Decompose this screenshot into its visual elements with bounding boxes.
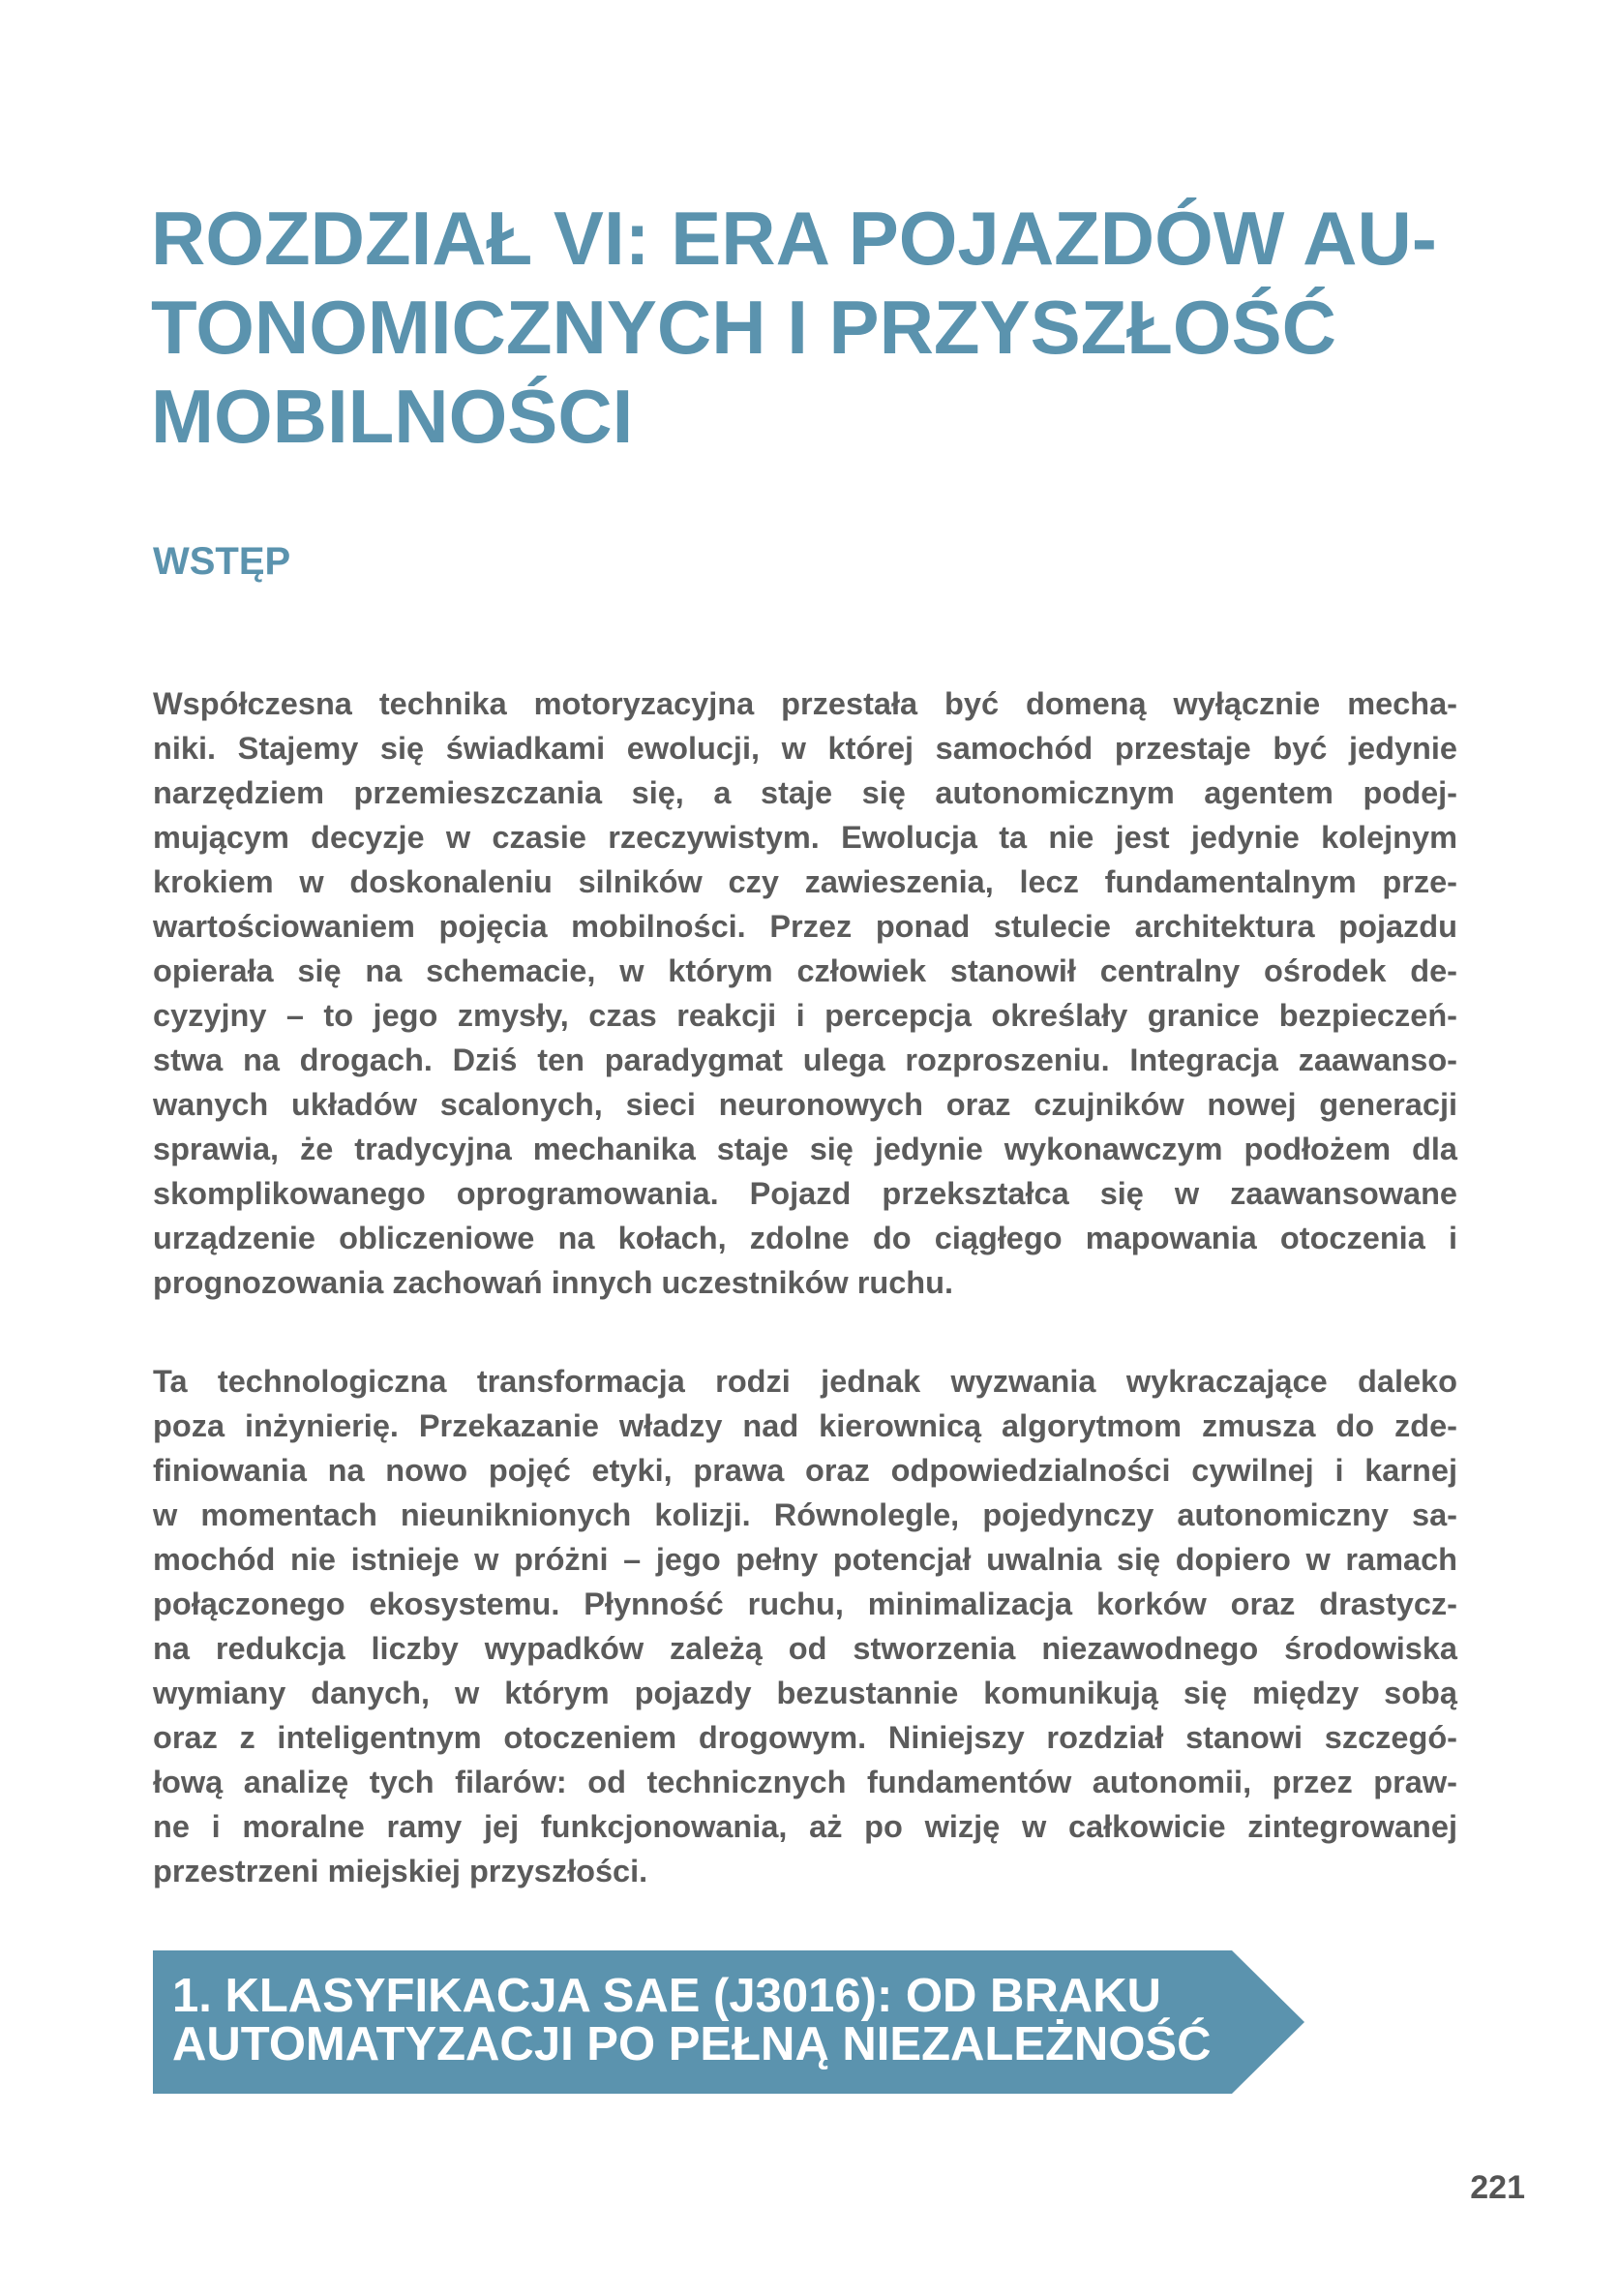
page-number: 221 bbox=[1470, 2169, 1525, 2206]
paragraph-line: narzędziem przemieszczania się, a staje się autonomicznym agentem podej- bbox=[153, 775, 1457, 810]
intro-paragraph-1 bbox=[153, 681, 1457, 1305]
paragraph-line: wanych układów scalonych, sieci neuronowych oraz czujników nowej generacji bbox=[153, 1087, 1457, 1122]
paragraph-line: prognozowania zachowań innych uczestników ruchu. bbox=[153, 1265, 954, 1300]
paragraph-line: Ta technologiczna transformacja rodzi jednak wyzwania wykraczające daleko bbox=[153, 1364, 1457, 1399]
paragraph-line: w momentach nieuniknionych kolizji. Równolegle, pojedynczy autonomiczny sa- bbox=[153, 1497, 1457, 1532]
paragraph-line: oraz z inteligentnym otoczeniem drogowym. Niniejszy rozdział stanowi szczegó- bbox=[153, 1720, 1457, 1755]
paragraph-line: mochód nie istnieje w próżni – jego pełny potencjał uwalnia się dopiero w ramach bbox=[153, 1542, 1457, 1577]
paragraph-line: opierała się na schemacie, w którym człowiek stanowił centralny ośrodek de- bbox=[153, 953, 1457, 988]
section-1-title bbox=[172, 1972, 1212, 2069]
paragraph-line: połączonego ekosystemu. Płynność ruchu, minimalizacja korków oraz drastycz- bbox=[153, 1586, 1457, 1621]
paragraph-line: sprawia, że tradycyjna mechanika staje się jedynie wykonawczym podłożem dla bbox=[153, 1132, 1457, 1166]
paragraph-line: ne i moralne ramy jej funkcjonowania, aż po wizję w całkowicie zintegrowanej bbox=[153, 1809, 1457, 1844]
paragraph-line: poza inżynierię. Przekazanie władzy nad kierownicą algorytmom zmusza do zde- bbox=[153, 1408, 1457, 1443]
paragraph-line: urządzenie obliczeniowe na kołach, zdolne do ciągłego mapowania otoczenia i bbox=[153, 1221, 1457, 1255]
chapter-title bbox=[151, 194, 1467, 461]
paragraph-line: finiowania na nowo pojęć etyki, prawa oraz odpowiedzialności cywilnej i karnej bbox=[153, 1453, 1457, 1488]
paragraph-line: Współczesna technika motoryzacyjna przestała być domeną wyłącznie mecha- bbox=[153, 686, 1457, 721]
intro-paragraph-2 bbox=[153, 1359, 1457, 1893]
paragraph-line: skomplikowanego oprogramowania. Pojazd przekształca się w zaawansowane bbox=[153, 1176, 1457, 1211]
paragraph-line: stwa na drogach. Dziś ten paradygmat ulega rozproszeniu. Integracja zaawanso- bbox=[153, 1042, 1457, 1077]
intro-heading: WSTĘP bbox=[153, 540, 291, 583]
section-1-title-line: AUTOMATYZACJI PO PEŁNĄ NIEZALEŻNOŚĆ bbox=[172, 2018, 1212, 2070]
paragraph-line: na redukcja liczby wypadków zależą od stworzenia niezawodnego środowiska bbox=[153, 1631, 1457, 1666]
chapter-title-line: ROZDZIAŁ VI: ERA POJAZDÓW AU- bbox=[151, 196, 1437, 281]
section-1-banner bbox=[153, 1950, 1304, 2094]
chapter-title-line: TONOMICZNYCH I PRZYSZŁOŚĆ bbox=[151, 285, 1336, 370]
paragraph-line: wartościowaniem pojęcia mobilności. Przez ponad stulecie architektura pojazdu bbox=[153, 909, 1457, 944]
chapter-title-line: MOBILNOŚCI bbox=[151, 374, 634, 459]
paragraph-line: krokiem w doskonaleniu silników czy zawieszenia, lecz fundamentalnym prze- bbox=[153, 864, 1457, 899]
paragraph-line: niki. Stajemy się świadkami ewolucji, w której samochód przestaje być jedynie bbox=[153, 731, 1457, 766]
paragraph-line: cyzyjny – to jego zmysły, czas reakcji i percepcja określały granice bezpieczeń- bbox=[153, 998, 1457, 1033]
section-1-title-line: 1. KLASYFIKACJA SAE (J3016): OD BRAKU bbox=[172, 1970, 1161, 2022]
paragraph-line: mującym decyzje w czasie rzeczywistym. Ewolucja ta nie jest jedynie kolejnym bbox=[153, 820, 1457, 855]
paragraph-line: wymiany danych, w którym pojazdy bezustannie komunikują się między sobą bbox=[153, 1676, 1457, 1710]
paragraph-line: przestrzeni miejskiej przyszłości. bbox=[153, 1854, 648, 1888]
paragraph-line: łową analizę tych filarów: od technicznych fundamentów autonomii, przez praw- bbox=[153, 1765, 1457, 1799]
